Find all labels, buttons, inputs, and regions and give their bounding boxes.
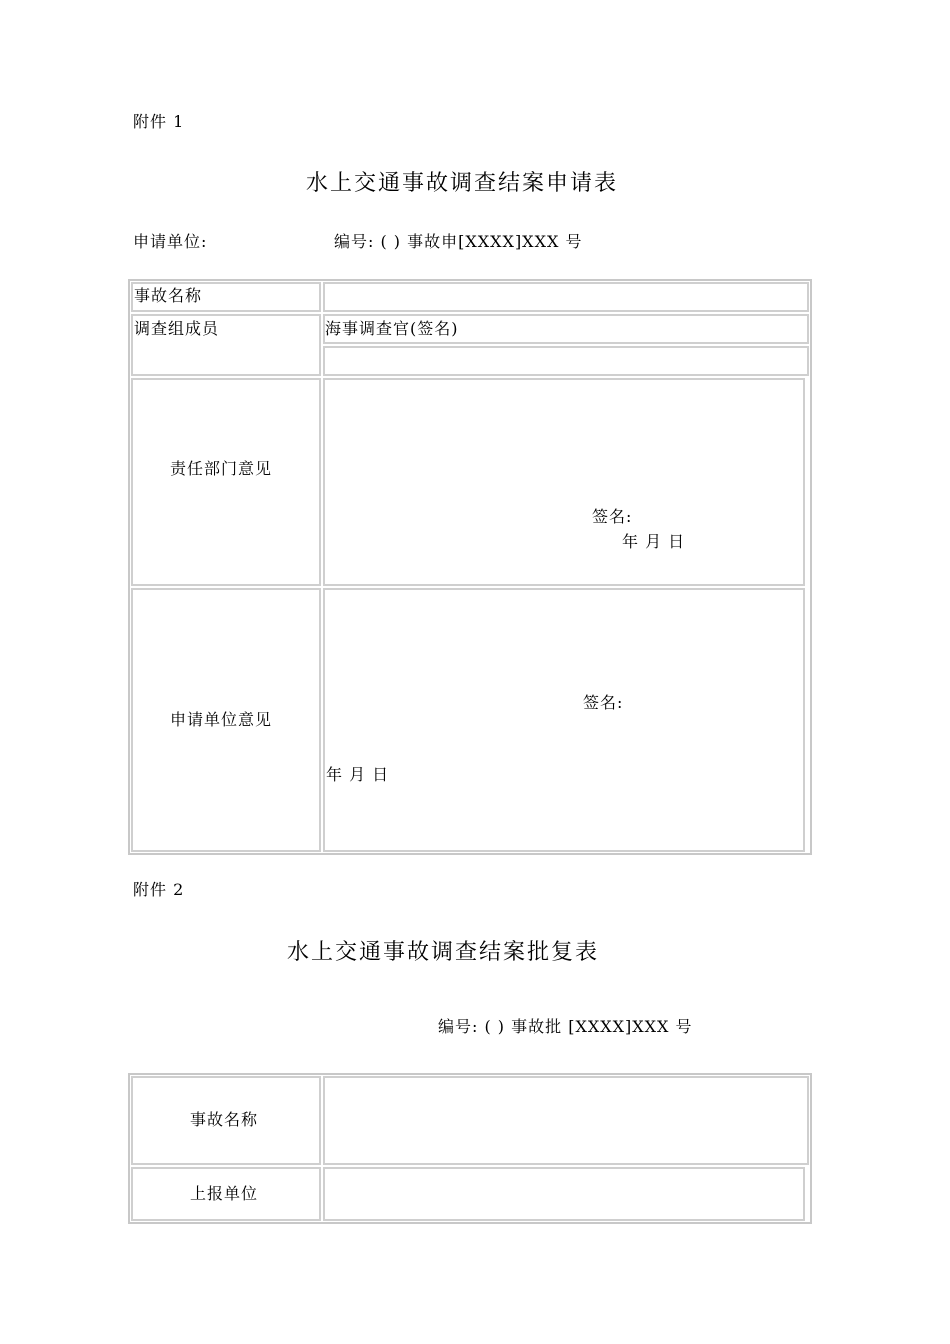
applicant-date: 年 月 日 <box>326 765 390 784</box>
form-number: 编号: ( ) 事故申[XXXX]XXX 号 <box>334 232 583 251</box>
attachment-label-2: 附件 2 <box>133 880 185 899</box>
applicant-sign-label: 签名: <box>583 693 624 712</box>
reporting-unit-label: 上报单位 <box>190 1184 259 1203</box>
responsible-dept-label-cell <box>131 378 321 586</box>
form-title: 水上交通事故调查结案申请表 <box>306 171 619 196</box>
form-title-2: 水上交通事故调查结案批复表 <box>287 940 600 965</box>
attachment-label: 附件 1 <box>133 112 185 131</box>
approval-accident-name-input[interactable] <box>323 1076 809 1165</box>
team-members-label: 调查组成员 <box>134 319 220 338</box>
applicant-opinion-input[interactable] <box>323 588 805 852</box>
responsible-date: 年 月 日 <box>622 532 686 551</box>
accident-name-label: 事故名称 <box>134 286 203 305</box>
responsible-dept-opinion-input[interactable] <box>323 378 805 586</box>
applicant-unit-label: 申请单位: <box>133 232 208 251</box>
investigator-signature-text: 海事调查官(签名) <box>325 319 459 338</box>
accident-name-input[interactable] <box>323 282 809 312</box>
team-members-input[interactable] <box>323 346 809 376</box>
responsible-sign-label: 签名: <box>592 507 633 526</box>
form-number-2: 编号: ( ) 事故批 [XXXX]XXX 号 <box>438 1017 693 1036</box>
applicant-opinion-label: 申请单位意见 <box>170 710 273 729</box>
approval-accident-name-label: 事故名称 <box>190 1110 259 1129</box>
reporting-unit-input[interactable] <box>323 1167 805 1221</box>
responsible-dept-label: 责任部门意见 <box>170 459 273 478</box>
